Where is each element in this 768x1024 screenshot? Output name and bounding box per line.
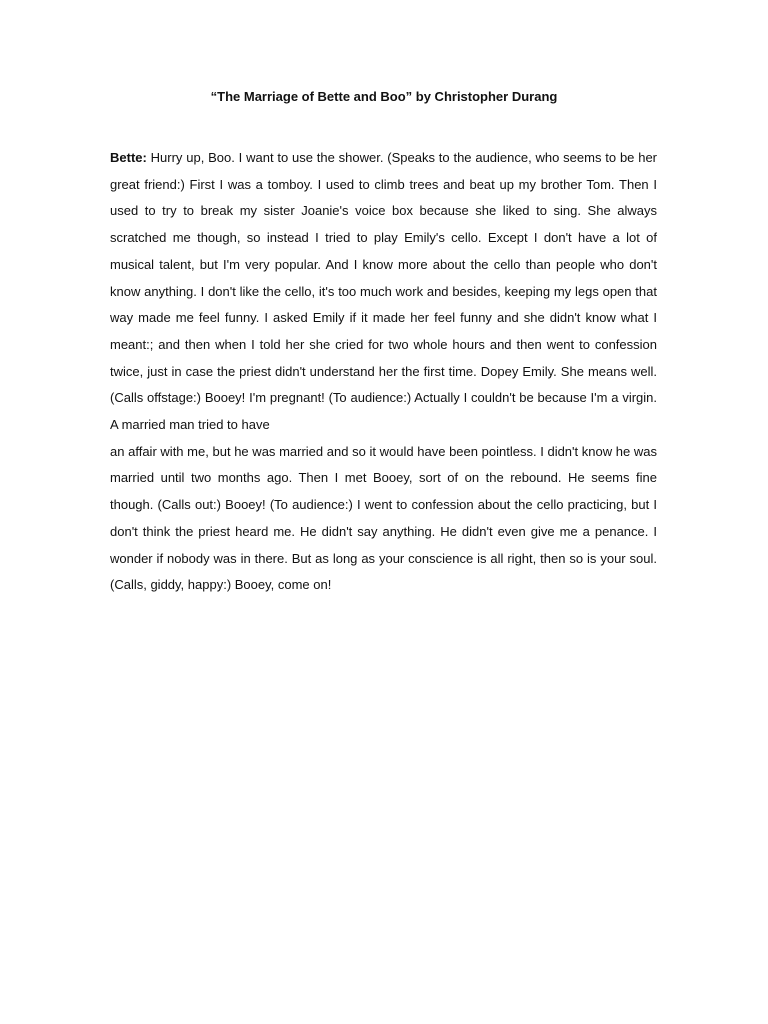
monologue-text-2: an affair with me, but he was married and so it would have been pointless. I didn't know he was married until two months ago. Then I met Booey, sort of on the rebound. He seems fine though. (Calls out:) Booey! (To audience:) I went to confession about the cello practicing, but I don't think the priest heard me. He didn't say anything. He didn't even give me a penance. I wonder if nobody was in there. But as long as your conscience is all right, then so is your soul. (Calls, giddy, happy:) Booey, come on! <box>110 443 657 593</box>
monologue-body <box>110 145 657 599</box>
monologue-text-1: Hurry up, Boo. I want to use the shower. (Speaks to the audience, who seems to be her great friend:) First I was a tomboy. I used to climb trees and beat up my brother Tom. Then I used to try to break my sister Joanie's voice box because she liked to sing. She always scratched me though, so instead I tried to play Emily's cello. Except I don't have a lot of musical talent, but I'm very popular. And I know more about the cello than people who don't know anything. I don't like the cello, it's too much work and besides, keeping my legs open that way made me feel funny. I asked Emily if it made her feel funny and she didn't know what I meant:; and then when I told her she cried for two whole hours and then went to confession twice, just in case the priest didn't understand her the first time. Dopey Emily. She means well. (Calls offstage:) Booey! I'm pregnant! (To audience:) Actually I couldn't be because I'm a virgin. A married man tried to have <box>110 150 657 433</box>
speaker-label: Bette: <box>110 150 147 165</box>
monologue-paragraph-2 <box>110 439 657 599</box>
monologue-paragraph-1 <box>110 145 657 439</box>
document-title: “The Marriage of Bette and Boo” by Christopher Durang <box>210 89 558 104</box>
